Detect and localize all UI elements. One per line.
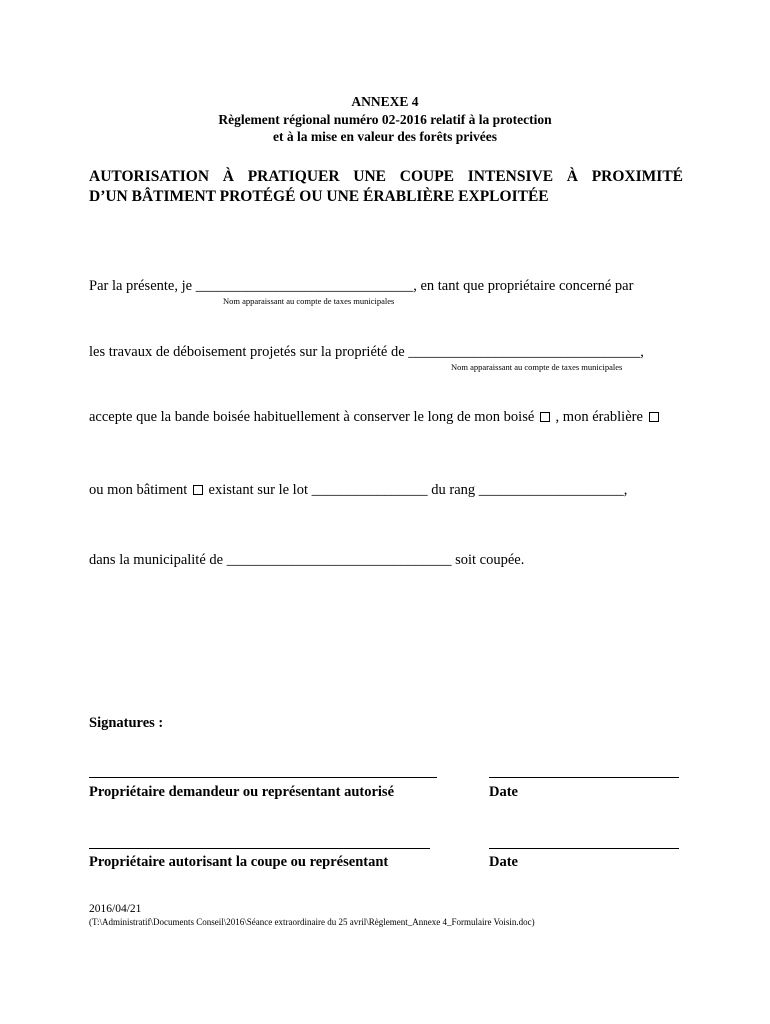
authorizer-signature-label: Propriétaire autorisant la coupe ou représentant <box>89 854 389 870</box>
authorizer-date-line[interactable] <box>489 848 679 849</box>
municipality-prefix: dans la municipalité de <box>89 552 227 568</box>
rang-field[interactable]: ____________________ <box>478 482 624 498</box>
applicant-signature-label: Propriétaire demandeur ou représentant autorisé <box>89 784 395 800</box>
owner-name-field[interactable]: ______________________________ <box>195 278 414 294</box>
property-line <box>89 343 644 361</box>
document-file-path: (T:\Administratif\Documents Conseil\2016\Séance extraordinaire du 25 avril\Règlement_Annexe 4_Formulaire Voisin.doc) <box>89 917 535 927</box>
owner-name-hint: Nom apparaissant au compte de taxes municipales <box>223 296 395 306</box>
applicant-signature-line[interactable] <box>89 777 437 778</box>
applicant-date-line[interactable] <box>489 777 679 778</box>
authorizer-signature-line[interactable] <box>89 848 430 849</box>
document-date: 2016/04/21 <box>89 903 142 915</box>
buffer-mid: , mon érablière <box>551 409 647 425</box>
buffer-text: accepte que la bande boisée habituellement à conserver le long de mon boisé <box>89 409 538 425</box>
buffer-line <box>89 408 661 426</box>
owner-line <box>89 277 633 295</box>
woodlot-checkbox[interactable] <box>540 412 550 422</box>
building-line <box>89 481 627 499</box>
municipality-line <box>89 551 524 569</box>
owner-prefix: Par la présente, je <box>89 278 196 294</box>
regulation-subtitle: et à la mise en valeur des forêts privées <box>273 129 497 144</box>
signatures-heading: Signatures : <box>89 715 164 731</box>
property-owner-hint: Nom apparaissant au compte de taxes municipales <box>451 362 623 372</box>
applicant-date-label: Date <box>489 784 518 800</box>
form-title-line-1: AUTORISATION À PRATIQUER UNE COUPE INTENSIVE À PROXIMITÉ <box>89 168 683 185</box>
regulation-title: Règlement régional numéro 02-2016 relatif à la protection <box>218 112 552 127</box>
property-suffix: , <box>640 344 644 360</box>
maple-grove-checkbox[interactable] <box>649 412 659 422</box>
annex-number: ANNEXE 4 <box>351 94 419 109</box>
rang-label: du rang <box>427 482 479 498</box>
lot-label: existant sur le lot <box>204 482 312 498</box>
authorizer-date-label: Date <box>489 854 518 870</box>
property-owner-field[interactable]: ________________________________ <box>408 344 641 360</box>
municipality-field[interactable]: _______________________________ <box>226 552 452 568</box>
form-title <box>89 167 683 207</box>
form-title-line-2: D’UN BÂTIMENT PROTÉGÉ OU UNE ÉRABLIÈRE EXPLOITÉE <box>89 188 549 205</box>
municipality-suffix: soit coupée. <box>451 552 525 568</box>
lot-field[interactable]: ________________ <box>311 482 428 498</box>
owner-suffix: , en tant que propriétaire concerné par <box>413 278 634 294</box>
property-prefix: les travaux de déboisement projetés sur la propriété de <box>89 344 409 360</box>
building-checkbox[interactable] <box>193 485 203 495</box>
building-suffix: , <box>623 482 628 498</box>
building-prefix: ou mon bâtiment <box>89 482 191 498</box>
